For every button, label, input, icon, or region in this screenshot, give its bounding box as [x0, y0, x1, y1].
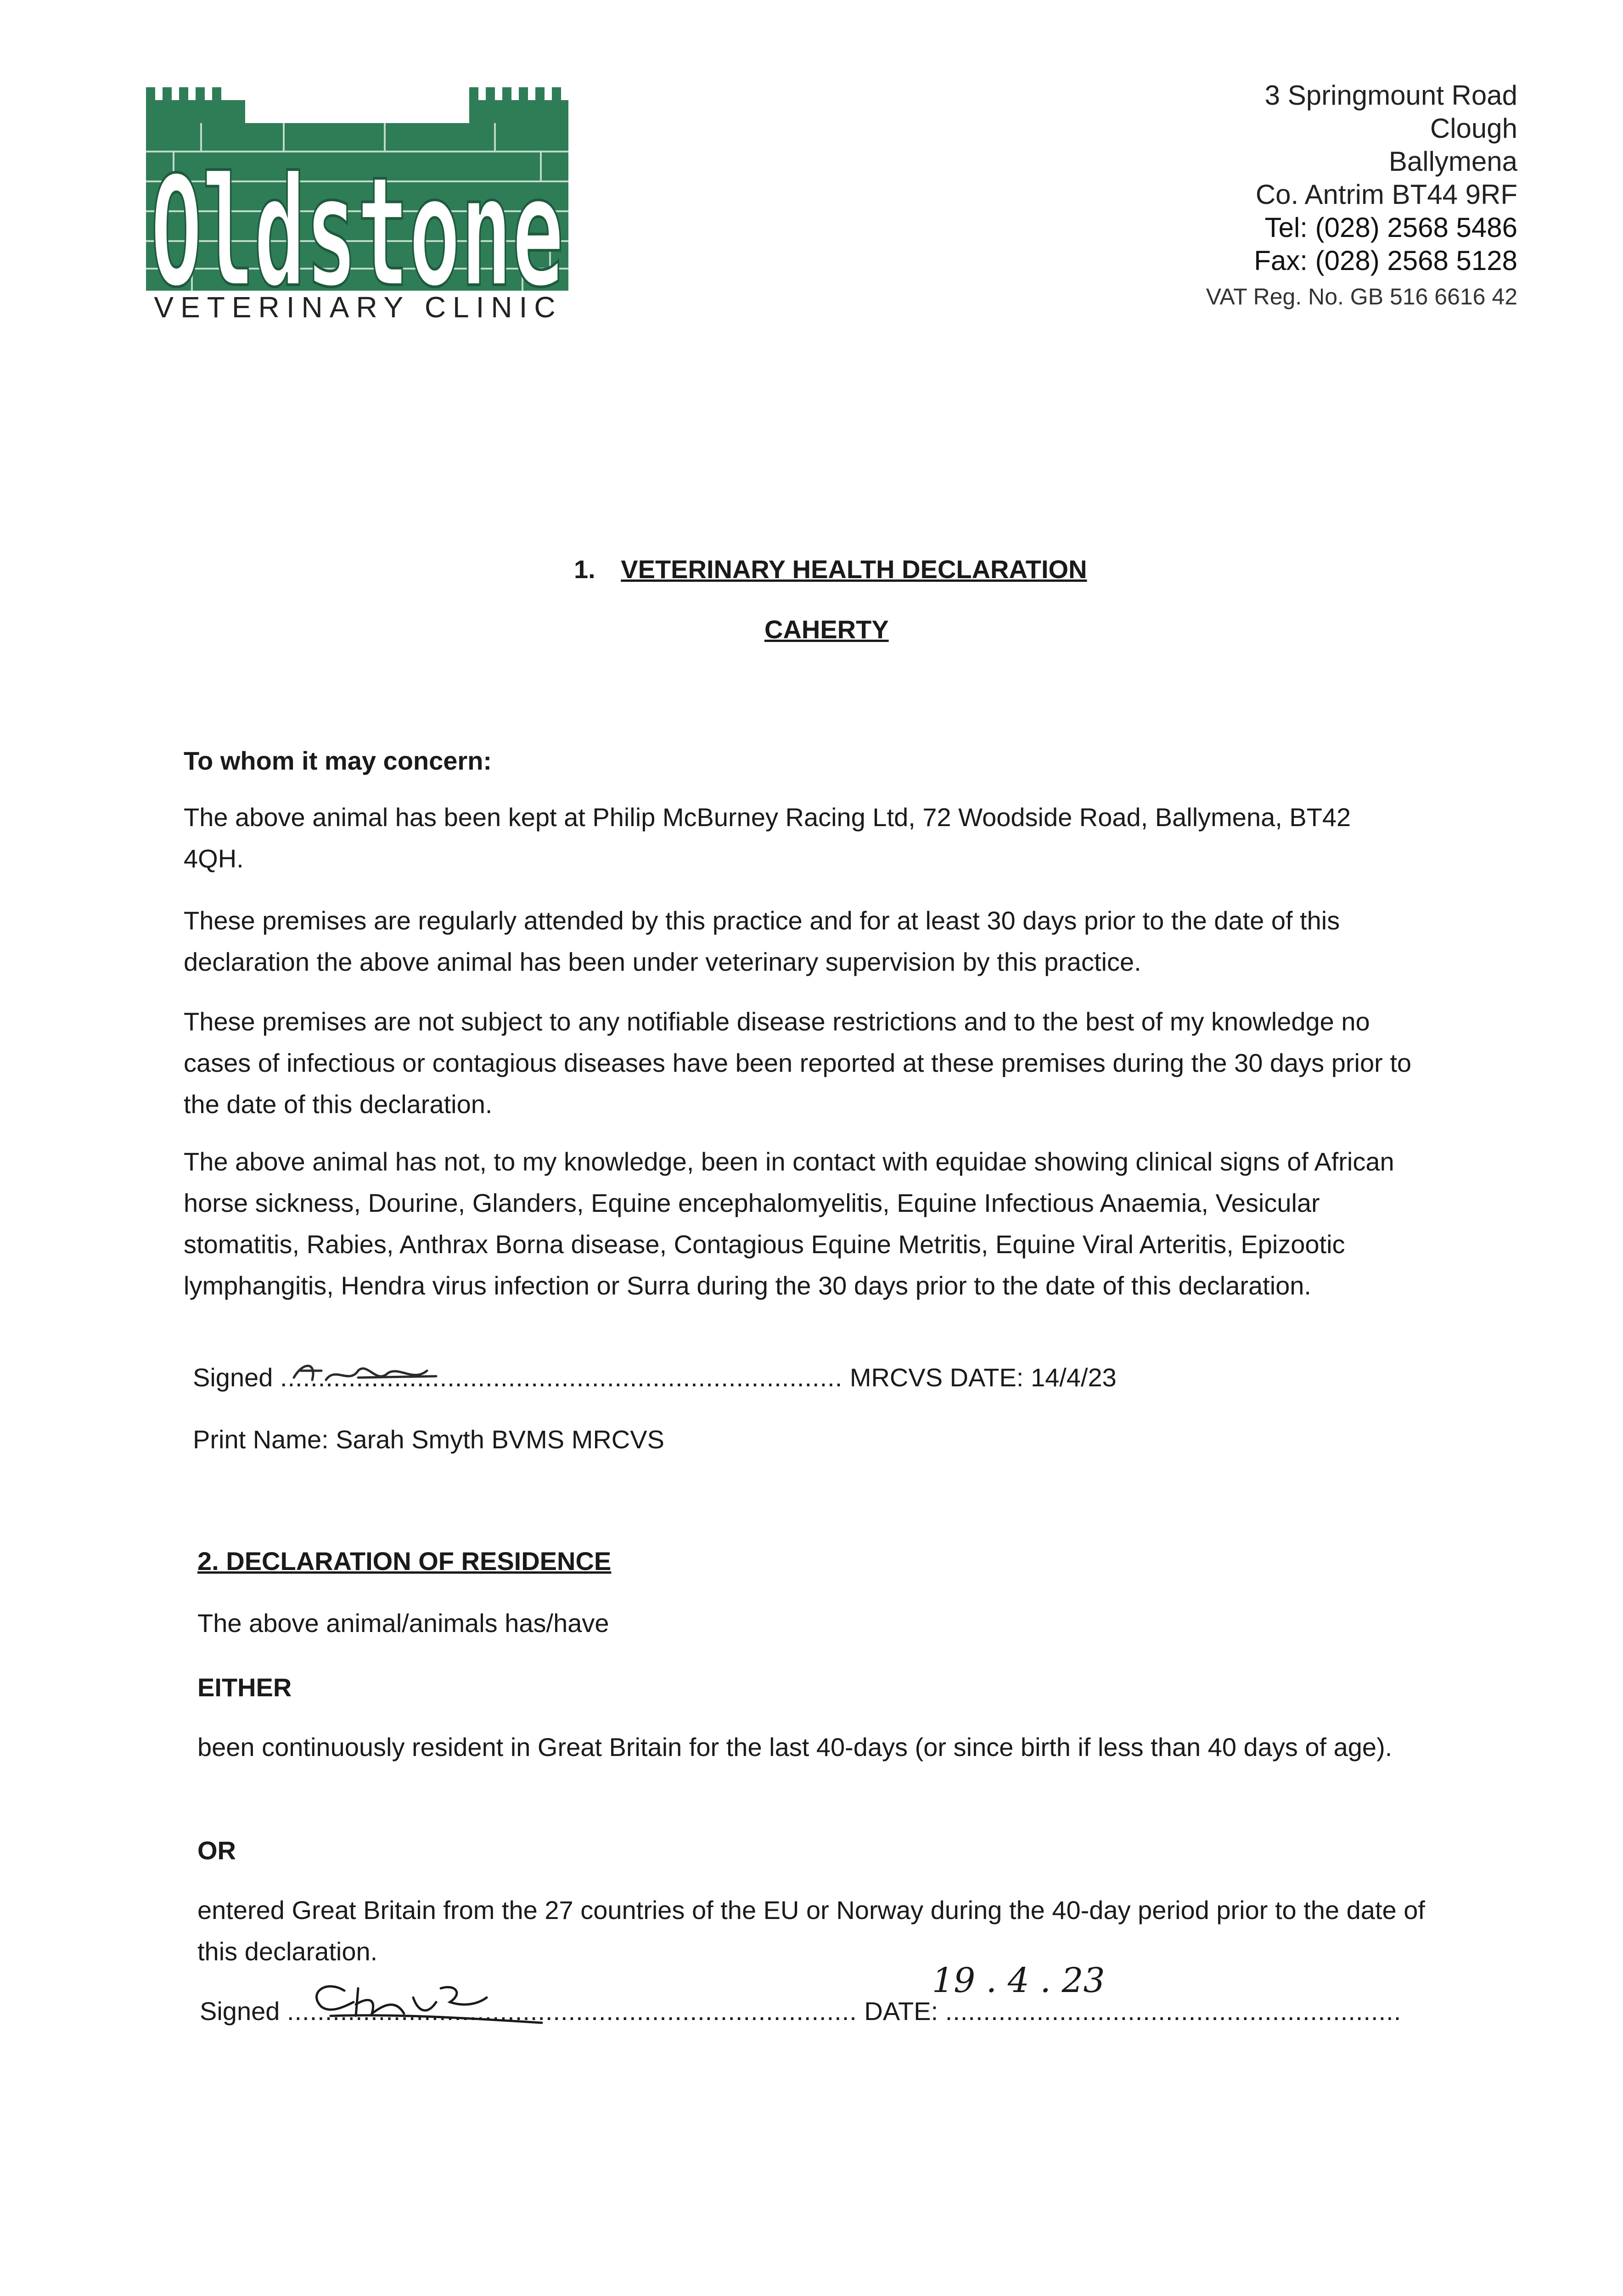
telephone: Tel: (028) 2568 5486 — [1264, 212, 1517, 243]
address-block — [1206, 79, 1517, 313]
vet-signature — [289, 1352, 445, 1394]
logo-subtitle: VETERINARY CLINIC — [154, 291, 562, 324]
signature-dots: .......................................................................... — [280, 1363, 843, 1392]
either-label: EITHER — [197, 1673, 292, 1702]
option-entered: entered Great Britain from the 27 countries of the EU or Norway during the 40-day period prior to the date of this declaration. — [197, 1896, 1425, 1966]
signed-label: Signed — [200, 1997, 280, 2026]
print-name: Print Name: Sarah Smyth BVMS MRCVS — [193, 1425, 664, 1454]
animal-name: CAHERTY — [764, 615, 889, 644]
section1-heading — [574, 549, 1087, 590]
section1-title: VETERINARY HEALTH DECLARATION — [621, 555, 1087, 584]
handwritten-date: 19 . 4 . 23 — [932, 1961, 1105, 2000]
option-resident: been continuously resident in Great Britain for the last 40-days (or since birth if less than 40 days of age). — [197, 1733, 1393, 1761]
signature-dots: ........................................................................... — [286, 1997, 857, 2026]
address-line: Clough — [1430, 113, 1517, 144]
address-line: 3 Springmount Road — [1264, 80, 1517, 111]
paragraph-restrictions: These premises are not subject to any notifiable disease restrictions and to the best of my knowledge no cases of infectious or contagious diseases have been reported at these premises during the 30 days prior to the date of this declaration. — [184, 1007, 1412, 1119]
mrcvs-date: MRCVS DATE: 14/4/23 — [849, 1363, 1117, 1392]
vat-number: VAT Reg. No. GB 516 6616 42 — [1206, 284, 1517, 310]
paragraph-supervision: These premises are regularly attended by this practice and for at least 30 days prior to the date of this declaration the above animal has been under veterinary supervision by this practice. — [184, 906, 1340, 976]
paragraph-premises: The above animal has been kept at Philip McBurney Racing Ltd, 72 Woodside Road, Ballymena, BT42 4QH. — [184, 803, 1351, 873]
paragraph-contact: The above animal has not, to my knowledge, been in contact with equidae showing clinical signs of African horse sickness, Dourine, Glanders, Equine encephalomyelitis, Equine Infectious Anaemia, Vesicular stomatitis, Rabies, Anthrax Borna disease, Contagious Equine Metritis, Equine Viral Arteritis, Epizootic lymphangitis, Hendra virus infection or Surra during the 30 days prior to the date of this declaration. — [184, 1147, 1394, 1300]
fax: Fax: (028) 2568 5128 — [1254, 245, 1517, 276]
section2-intro: The above animal/animals has/have — [197, 1609, 609, 1638]
address-line: Ballymena — [1388, 146, 1517, 177]
section1-number: 1. — [574, 555, 595, 584]
svg-text:Oldstone: Oldstone — [151, 144, 564, 321]
owner-signature — [303, 1970, 597, 2030]
salutation: To whom it may concern: — [184, 746, 492, 775]
signed-label: Signed — [193, 1363, 273, 1392]
address-line: Co. Antrim BT44 9RF — [1255, 179, 1517, 210]
or-label: OR — [197, 1836, 236, 1865]
section2-title: 2. DECLARATION OF RESIDENCE — [197, 1547, 612, 1576]
date-dots: ............................................................ — [945, 1997, 1402, 2026]
date-label: DATE: — [864, 1997, 938, 2026]
